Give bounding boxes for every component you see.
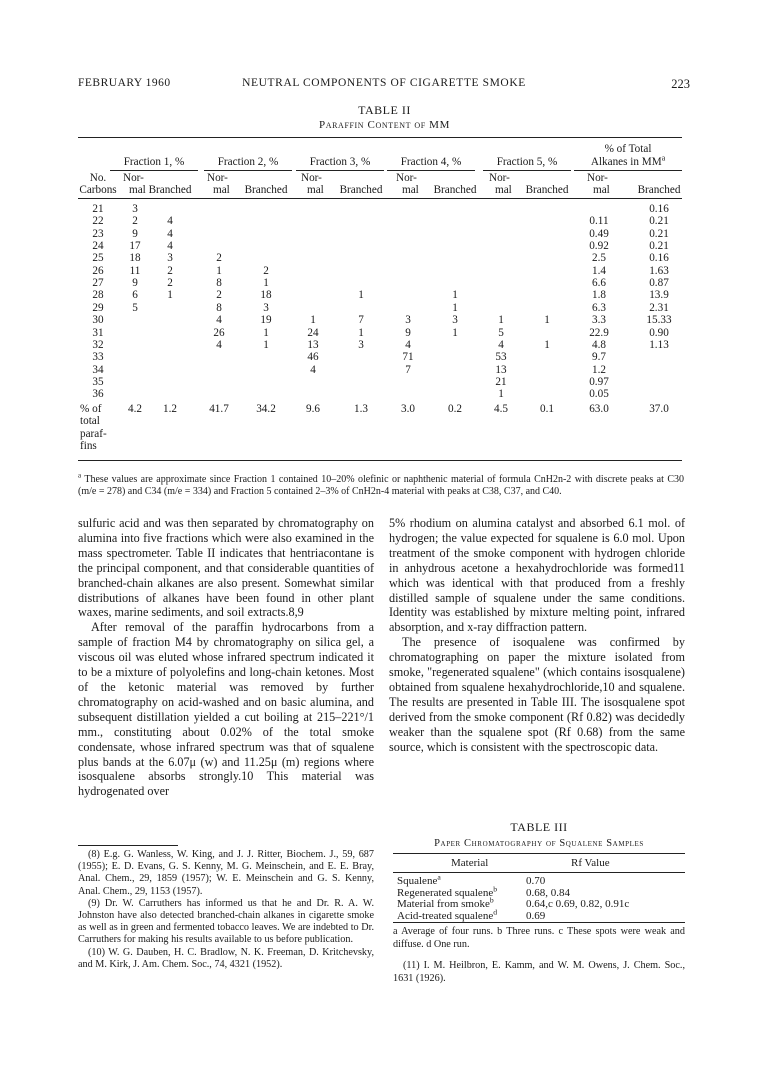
table-cell: 3 [167, 252, 173, 265]
carbon-number: 31 [92, 326, 104, 339]
table-cell: 1 [358, 326, 364, 339]
table-cell: 0.11 [589, 215, 609, 228]
total-value: 9.6 [306, 403, 320, 415]
reference: (8) E.g. G. Wanless, W. King, and J. J. Ritter, Biochem. J., 59, 687 (1955); E. D. Evans, G. S. Kenny, M. G. Meinschein, and E. E. Bray, Anal. Chem., 29, 1859 (1957); W. E. Meinschein and G. S. Kenny, Anal. Chem., 29, 1153 (1957). [78, 849, 374, 897]
carbon-number: 34 [92, 363, 104, 376]
table-cell: 3.3 [592, 314, 606, 327]
material-name: Acid-treated squalene [397, 909, 494, 922]
carbon-number: 29 [92, 301, 104, 314]
table-cell: 1 [544, 314, 550, 327]
table-cell: 4.8 [592, 338, 606, 351]
normal-header: mal [402, 184, 419, 196]
normal-header: mal [129, 184, 146, 196]
table-cell: 13 [495, 363, 507, 376]
table-cell: 2 [216, 252, 222, 265]
carbon-number: 26 [92, 264, 104, 277]
total-value: 34.2 [256, 403, 276, 415]
table-cell: 0.49 [589, 227, 609, 240]
paragraph: The presence of isoqualene was confirmed by chromatographing on paper the mixture isolated from smoke, "regenerated squalene" (which contains isosqualene) obtained from squalene hexahydrochloride,10 and squalene. The results are presented in Table III. The isosqualene spot derived from the smoke component (Rf 0.82) was decidedly weaker than the squalene spot (Rf 0.68) from the same source, which is consistent with the spectroscopic data. [389, 635, 685, 754]
table-cell: 1 [544, 338, 550, 351]
footnote-mark: d [493, 907, 498, 917]
table-cell: 1 [263, 326, 269, 339]
table-cell: 8 [216, 277, 222, 290]
material-cell [397, 883, 498, 899]
table-cell: 17 [129, 240, 141, 253]
fraction-header: Fraction 4, % [400, 156, 462, 168]
total-value: 63.0 [589, 403, 609, 415]
branched-header: Branched [339, 184, 383, 196]
total-value: 41.7 [209, 403, 229, 415]
table-cell: 3 [263, 301, 269, 314]
table-cell: 13 [307, 338, 319, 351]
table-cell: 1 [263, 277, 269, 290]
rf-value: 0.64,c 0.69, 0.82, 0.91c [526, 898, 630, 911]
material-name: Squalene [397, 875, 438, 887]
table-cell: 1.2 [592, 363, 606, 376]
total-value: 1.2 [163, 403, 177, 415]
normal-header: mal [593, 184, 610, 196]
table-cell: 1 [452, 301, 458, 314]
paragraph: sulfuric acid and was then separated by chromatography on alumina into five fractions which were also examined in the mass spectrometer. Table II indicates that hentriacontane is the principal component, and that considerable quantities of branched-chain alkanes are also present. Somewhat similar distributions of alkanes have been found in other plant waxes, marine sediments, and soil extracts.8,9 [78, 516, 374, 620]
material-cell [397, 907, 498, 922]
table-cell: 0.87 [649, 277, 669, 290]
table-cell: 26 [213, 326, 225, 339]
table3-bottom-rule [393, 922, 685, 923]
table2 [78, 0, 682, 470]
table-cell: 9.7 [592, 351, 606, 364]
table3-title: TABLE III [510, 820, 568, 834]
table3-footnote: a Average of four runs. b Three runs. c These spots were weak and diffuse. d One run. [393, 926, 685, 950]
carbon-number: 23 [92, 227, 104, 240]
right-column [389, 516, 685, 755]
header-underline [387, 170, 475, 171]
normal-header: mal [495, 184, 512, 196]
carbons-header: No. [89, 172, 107, 184]
fraction-header: Fraction 2, % [217, 156, 279, 168]
table-cell: 0.92 [589, 240, 609, 253]
branched-header: Branched [637, 184, 681, 196]
footnote-mark: a [78, 471, 82, 480]
table-cell: 0.90 [649, 326, 669, 339]
normal-header: mal [213, 184, 230, 196]
carbon-number: 33 [92, 351, 104, 364]
carbon-number: 24 [92, 240, 104, 253]
table-cell: 1 [216, 264, 222, 277]
total-value: 37.0 [649, 403, 669, 415]
total-value: 1.3 [354, 403, 368, 415]
normal-header: Nor- [123, 172, 144, 184]
table-cell: 11 [129, 264, 141, 277]
table3-top-rule [393, 853, 685, 854]
table-cell: 2.31 [649, 301, 669, 314]
table-cell: 1 [452, 289, 458, 302]
table-cell: 4 [167, 227, 173, 240]
carbons-header: Carbons [79, 184, 117, 196]
normal-header: Nor- [396, 172, 417, 184]
table-cell: 71 [402, 351, 414, 364]
normal-header: Nor- [587, 172, 608, 184]
table-cell: 2 [132, 215, 138, 228]
reference: (11) I. M. Heilbron, E. Kamm, and W. M. Owens, J. Chem. Soc., 1631 (1926). [393, 960, 685, 984]
table-cell: 46 [307, 351, 319, 364]
fraction-header: Fraction 1, % [123, 156, 185, 168]
footnote-mark: b [493, 883, 498, 893]
header-rule [78, 198, 682, 199]
table-cell: 6.6 [592, 277, 606, 290]
table2-footnote [78, 471, 684, 498]
header-underline [296, 170, 384, 171]
table-cell: 18 [260, 289, 272, 302]
header-underline [110, 170, 198, 171]
header-underline [574, 170, 682, 171]
table-cell: 4 [310, 363, 316, 376]
table-cell: 1 [310, 314, 316, 327]
table-cell: 5 [498, 326, 504, 339]
material-cell [397, 872, 441, 887]
total-value: 0.1 [540, 403, 554, 415]
table-cell: 1 [167, 289, 173, 302]
table2-title: TABLE II [358, 103, 411, 117]
table3-subtitle: Paper Chromatography of Squalene Samples [434, 838, 644, 849]
branched-header: Branched [148, 184, 192, 196]
material-name: Material from smoke [397, 898, 490, 911]
fraction-header: Fraction 3, % [309, 156, 371, 168]
carbon-number: 35 [92, 375, 104, 388]
reference: (9) Dr. W. Carruthers has informed us that he and Dr. R. A. W. Johnston have also detected branched-chain alkanes in cigarette smoke as well as in green and fermented tobacco leaves. We are indebted to Dr. Carruthers for making his results available to us before publication. [78, 897, 374, 946]
table-cell: 3 [405, 314, 411, 327]
page-number: 223 [671, 77, 690, 91]
normal-header: Nor- [489, 172, 510, 184]
table-cell: 1.13 [649, 338, 669, 351]
table-cell: 9 [132, 227, 138, 240]
table-cell: 3 [358, 338, 364, 351]
material-name: Regenerated squalene [397, 886, 494, 899]
carbon-number: 21 [92, 203, 104, 215]
total-label: fins [80, 439, 97, 452]
carbon-number: 25 [92, 252, 104, 265]
table-cell: 1 [263, 338, 269, 351]
reference: (10) W. G. Dauben, H. C. Bradlow, N. K. Freeman, D. Kritchevsky, and M. Kirk, J. Am. Chem. Soc., 74, 4321 (1952). [78, 946, 374, 970]
rf-value: 0.68, 0.84 [526, 886, 570, 899]
header-title: NEUTRAL COMPONENTS OF CIGARETTE SMOKE [242, 77, 526, 89]
normal-header: mal [307, 184, 324, 196]
total-label: % of [80, 403, 102, 415]
header-underline [483, 170, 571, 171]
table-cell: 53 [495, 351, 507, 364]
table-cell: 6 [132, 289, 138, 302]
left-column [78, 516, 374, 799]
carbon-number: 30 [92, 314, 104, 327]
table-cell: 1 [498, 388, 504, 401]
table-cell: 1 [498, 314, 504, 327]
table-cell: 24 [307, 326, 319, 339]
table-cell: 2 [216, 289, 222, 302]
table-cell: 13.9 [649, 289, 669, 302]
rf-value: 0.70 [526, 875, 546, 887]
normal-header: Nor- [207, 172, 228, 184]
carbon-number: 36 [92, 388, 104, 401]
table-cell: 1 [358, 289, 364, 302]
table-cell: 0.21 [649, 240, 669, 253]
footnote-mark: a [437, 872, 441, 882]
table2-bottom-rule [78, 460, 682, 461]
reference-11 [393, 960, 685, 985]
branched-header: Branched [525, 184, 569, 196]
table-cell: 6.3 [592, 301, 606, 314]
table-cell: 2.5 [592, 252, 606, 265]
table3-header: Rf Value [571, 857, 610, 869]
table-cell: 18 [129, 252, 141, 265]
footnote-mark: a [661, 153, 666, 163]
table-cell: 4 [216, 338, 222, 351]
branched-header: Branched [433, 184, 477, 196]
total-value: 4.5 [494, 403, 508, 415]
table-cell: 4 [167, 215, 173, 228]
table-cell: 8 [216, 301, 222, 314]
header-underline [204, 170, 292, 171]
table-cell: 15.33 [646, 314, 672, 327]
table-cell: 1.63 [649, 264, 669, 277]
table-cell: 2 [167, 264, 173, 277]
carbon-number: 32 [92, 338, 104, 351]
total-value: 3.0 [401, 403, 415, 415]
table-cell: 2 [263, 264, 269, 277]
table2-subtitle: Paraffin Content of MM [319, 119, 450, 131]
total-label: total [80, 415, 100, 428]
table-cell: 2 [167, 277, 173, 290]
footnote-separator [78, 845, 178, 846]
carbon-number: 27 [92, 277, 104, 290]
table-cell: 0.21 [649, 227, 669, 240]
table3-header: Material [451, 857, 489, 869]
rf-value: 0.69 [526, 909, 546, 922]
table-cell: 4 [498, 338, 504, 351]
table-cell: 19 [260, 314, 272, 327]
table-cell: 7 [358, 314, 364, 327]
table-cell: 4 [216, 314, 222, 327]
table-cell: 21 [495, 375, 507, 388]
table-cell: 1 [452, 326, 458, 339]
table-cell: 3 [452, 314, 458, 327]
table-cell: 4 [167, 240, 173, 253]
total-value: 4.2 [128, 403, 142, 415]
paragraph: 5% rhodium on alumina catalyst and absorbed 6.1 mol. of hydrogen; the value expected for squalene is 6.0 mol. Upon treatment of the smoke component with hydrogen chloride in anhydrous acetone a hexahydrochloride was formed11 which was identical with that produced from a freshly distilled sample of squalene under the same conditions. Identity was established by mixture melting point, infrared absorption, and x-ray diffraction pattern. [389, 516, 685, 635]
table-cell: 0.05 [589, 388, 609, 401]
table-cell: 1.4 [592, 264, 606, 277]
paragraph: After removal of the paraffin hydrocarbons from a sample of fraction M4 by chromatography on silica gel, a viscous oil was eluted whose infrared spectrum indicated it to be a mixture of polyolefins and long-chain ketones. Most of the ketonic material was removed by further chromatography on acid-washed and on basic alumina, and subsequent distillation yielded a cut boiling at 215–221°/1 mm., constituting about 0.02% of the total smoke condensate, whose infrared spectrum was that of squalene plus bands at the 6.07μ (w) and 11.25μ (m) regions where isosqualene absorbs strongly.10 This material was hydrogenated over [78, 620, 374, 799]
carbon-number: 28 [92, 289, 104, 302]
table-cell: 3 [132, 203, 138, 215]
table-cell: 7 [405, 363, 411, 376]
table-cell: 0.97 [589, 375, 609, 388]
table-cell: 9 [405, 326, 411, 339]
header-date: FEBRUARY 1960 [78, 77, 171, 89]
references [78, 849, 374, 971]
normal-header: Nor- [301, 172, 322, 184]
table-cell: 0.16 [649, 203, 669, 215]
total-label: paraf- [80, 427, 107, 440]
table-cell: 4 [405, 338, 411, 351]
total-header: % of Total [604, 143, 652, 155]
total-header: Alkanes in $MM^a$ [590, 153, 666, 168]
table-cell: 0.16 [649, 252, 669, 265]
table-cell: 5 [132, 301, 138, 314]
footnote-mark: b [489, 895, 494, 905]
table-cell: 22.9 [589, 326, 609, 339]
table-cell: 0.21 [649, 215, 669, 228]
material-cell [397, 895, 494, 911]
total-value: 0.2 [448, 403, 462, 415]
table-cell: 1.8 [592, 289, 606, 302]
table-cell: 9 [132, 277, 138, 290]
fraction-header: Fraction 5, % [496, 156, 558, 168]
footnote-text: These values are approximate since Fraction 1 contained 10–20% olefinic or naphthenic material of formula CnH2n-2 with discrete peaks at C30 (m/e = 278) and C34 (m/e = 334) and Fraction 5 contained 2–3% of CnH2n-4 material with peaks at C38, C37, and C40. [78, 474, 684, 497]
branched-header: Branched [244, 184, 288, 196]
carbon-number: 22 [92, 215, 104, 228]
